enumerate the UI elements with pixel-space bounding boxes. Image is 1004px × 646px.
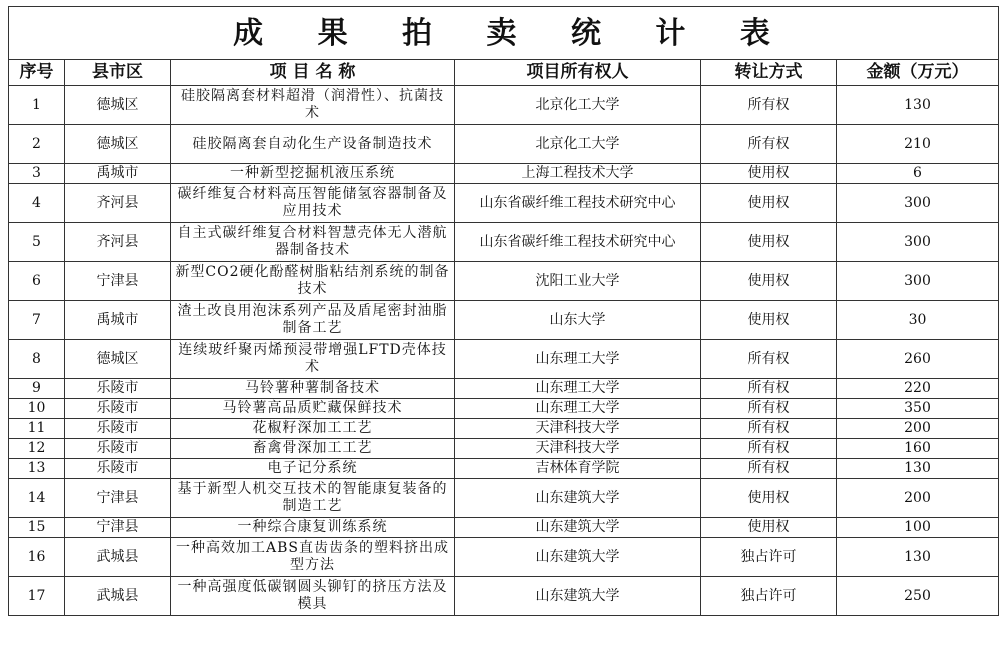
- cell-county: 齐河县: [65, 223, 171, 262]
- table-row: [9, 301, 999, 340]
- table-row: [9, 399, 999, 419]
- cell-transfer: 所有权: [701, 125, 837, 164]
- cell-seq: 2: [9, 125, 65, 164]
- cell-amount: 350: [837, 399, 999, 419]
- results-table: [8, 6, 999, 616]
- cell-project: 花椒籽深加工工艺: [171, 419, 455, 439]
- cell-amount: 300: [837, 262, 999, 301]
- cell-owner: 山东建筑大学: [455, 518, 701, 538]
- cell-project: 马铃薯种薯制备技术: [171, 379, 455, 399]
- cell-seq: 1: [9, 86, 65, 125]
- cell-owner: 山东建筑大学: [455, 479, 701, 518]
- cell-owner: 天津科技大学: [455, 419, 701, 439]
- cell-county: 乐陵市: [65, 399, 171, 419]
- cell-transfer: 所有权: [701, 399, 837, 419]
- cell-seq: 8: [9, 340, 65, 379]
- cell-amount: 200: [837, 479, 999, 518]
- cell-transfer: 使用权: [701, 164, 837, 184]
- cell-owner: 山东理工大学: [455, 399, 701, 419]
- cell-seq: 9: [9, 379, 65, 399]
- cell-county: 乐陵市: [65, 379, 171, 399]
- cell-transfer: 使用权: [701, 479, 837, 518]
- auction-results-sheet: [8, 6, 998, 616]
- cell-county: 德城区: [65, 125, 171, 164]
- cell-county: 武城县: [65, 577, 171, 616]
- cell-seq: 7: [9, 301, 65, 340]
- table-row: [9, 577, 999, 616]
- table-row: [9, 164, 999, 184]
- header-owner: 项目所有权人: [455, 60, 701, 86]
- cell-project: 硅胶隔离套材料超滑（润滑性）、抗菌技术: [171, 86, 455, 125]
- cell-county: 齐河县: [65, 184, 171, 223]
- cell-owner: 山东理工大学: [455, 340, 701, 379]
- cell-amount: 6: [837, 164, 999, 184]
- cell-county: 宁津县: [65, 518, 171, 538]
- cell-county: 禹城市: [65, 301, 171, 340]
- cell-county: 宁津县: [65, 262, 171, 301]
- cell-transfer: 使用权: [701, 223, 837, 262]
- cell-transfer: 所有权: [701, 340, 837, 379]
- cell-project: 一种新型挖掘机液压系统: [171, 164, 455, 184]
- table-row: [9, 439, 999, 459]
- cell-amount: 300: [837, 223, 999, 262]
- table-row: [9, 538, 999, 577]
- cell-county: 乐陵市: [65, 459, 171, 479]
- cell-transfer: 使用权: [701, 301, 837, 340]
- cell-owner: 天津科技大学: [455, 439, 701, 459]
- cell-seq: 11: [9, 419, 65, 439]
- cell-project: 电子记分系统: [171, 459, 455, 479]
- cell-owner: 山东建筑大学: [455, 538, 701, 577]
- cell-seq: 6: [9, 262, 65, 301]
- cell-amount: 130: [837, 459, 999, 479]
- cell-seq: 4: [9, 184, 65, 223]
- cell-owner: 吉林体育学院: [455, 459, 701, 479]
- table-title: 成 果 拍 卖 统 计 表: [9, 7, 999, 60]
- cell-amount: 200: [837, 419, 999, 439]
- cell-transfer: 使用权: [701, 262, 837, 301]
- cell-transfer: 使用权: [701, 518, 837, 538]
- cell-project: 畜禽骨深加工工艺: [171, 439, 455, 459]
- cell-amount: 130: [837, 538, 999, 577]
- cell-amount: 130: [837, 86, 999, 125]
- cell-county: 宁津县: [65, 479, 171, 518]
- cell-project: 基于新型人机交互技术的智能康复装备的制造工艺: [171, 479, 455, 518]
- cell-seq: 3: [9, 164, 65, 184]
- cell-project: 连续玻纤聚丙烯预浸带增强LFTD壳体技术: [171, 340, 455, 379]
- cell-seq: 15: [9, 518, 65, 538]
- cell-project: 一种高强度低碳钢圆头铆钉的挤压方法及模具: [171, 577, 455, 616]
- table-row: [9, 125, 999, 164]
- cell-seq: 16: [9, 538, 65, 577]
- cell-transfer: 所有权: [701, 419, 837, 439]
- cell-seq: 5: [9, 223, 65, 262]
- cell-county: 德城区: [65, 86, 171, 125]
- cell-county: 德城区: [65, 340, 171, 379]
- cell-transfer: 独占许可: [701, 577, 837, 616]
- header-project: 项 目 名 称: [171, 60, 455, 86]
- cell-owner: 山东省碳纤维工程技术研究中心: [455, 184, 701, 223]
- cell-project: 一种综合康复训练系统: [171, 518, 455, 538]
- cell-transfer: 独占许可: [701, 538, 837, 577]
- cell-owner: 北京化工大学: [455, 86, 701, 125]
- cell-seq: 10: [9, 399, 65, 419]
- table-row: [9, 262, 999, 301]
- cell-project: 渣土改良用泡沫系列产品及盾尾密封油脂制备工艺: [171, 301, 455, 340]
- table-row: [9, 223, 999, 262]
- table-row: [9, 379, 999, 399]
- cell-project: 一种高效加工ABS直齿齿条的塑料挤出成型方法: [171, 538, 455, 577]
- table-row: [9, 340, 999, 379]
- cell-project: 马铃薯高品质贮藏保鲜技术: [171, 399, 455, 419]
- header-seq: 序号: [9, 60, 65, 86]
- header-amount: 金额（万元）: [837, 60, 999, 86]
- cell-project: 碳纤维复合材料高压智能储氢容器制备及应用技术: [171, 184, 455, 223]
- cell-amount: 100: [837, 518, 999, 538]
- cell-amount: 160: [837, 439, 999, 459]
- cell-amount: 210: [837, 125, 999, 164]
- header-transfer: 转让方式: [701, 60, 837, 86]
- header-county: 县市区: [65, 60, 171, 86]
- cell-transfer: 所有权: [701, 459, 837, 479]
- cell-owner: 沈阳工业大学: [455, 262, 701, 301]
- table-row: [9, 184, 999, 223]
- cell-project: 新型CO2硬化酚醛树脂粘结剂系统的制备技术: [171, 262, 455, 301]
- cell-seq: 12: [9, 439, 65, 459]
- table-row: [9, 518, 999, 538]
- cell-county: 禹城市: [65, 164, 171, 184]
- cell-owner: 北京化工大学: [455, 125, 701, 164]
- table-row: [9, 419, 999, 439]
- cell-seq: 14: [9, 479, 65, 518]
- cell-seq: 17: [9, 577, 65, 616]
- cell-seq: 13: [9, 459, 65, 479]
- cell-owner: 山东大学: [455, 301, 701, 340]
- cell-transfer: 所有权: [701, 86, 837, 125]
- cell-county: 乐陵市: [65, 439, 171, 459]
- cell-amount: 250: [837, 577, 999, 616]
- cell-amount: 220: [837, 379, 999, 399]
- cell-transfer: 使用权: [701, 184, 837, 223]
- cell-county: 乐陵市: [65, 419, 171, 439]
- cell-owner: 山东省碳纤维工程技术研究中心: [455, 223, 701, 262]
- cell-transfer: 所有权: [701, 379, 837, 399]
- cell-amount: 300: [837, 184, 999, 223]
- cell-owner: 山东理工大学: [455, 379, 701, 399]
- cell-owner: 上海工程技术大学: [455, 164, 701, 184]
- table-row: [9, 86, 999, 125]
- table-row: [9, 459, 999, 479]
- cell-transfer: 所有权: [701, 439, 837, 459]
- cell-owner: 山东建筑大学: [455, 577, 701, 616]
- cell-project: 自主式碳纤维复合材料智慧壳体无人潜航器制备技术: [171, 223, 455, 262]
- cell-county: 武城县: [65, 538, 171, 577]
- cell-amount: 30: [837, 301, 999, 340]
- cell-amount: 260: [837, 340, 999, 379]
- header-row: [9, 60, 999, 86]
- cell-project: 硅胶隔离套自动化生产设备制造技术: [171, 125, 455, 164]
- table-row: [9, 479, 999, 518]
